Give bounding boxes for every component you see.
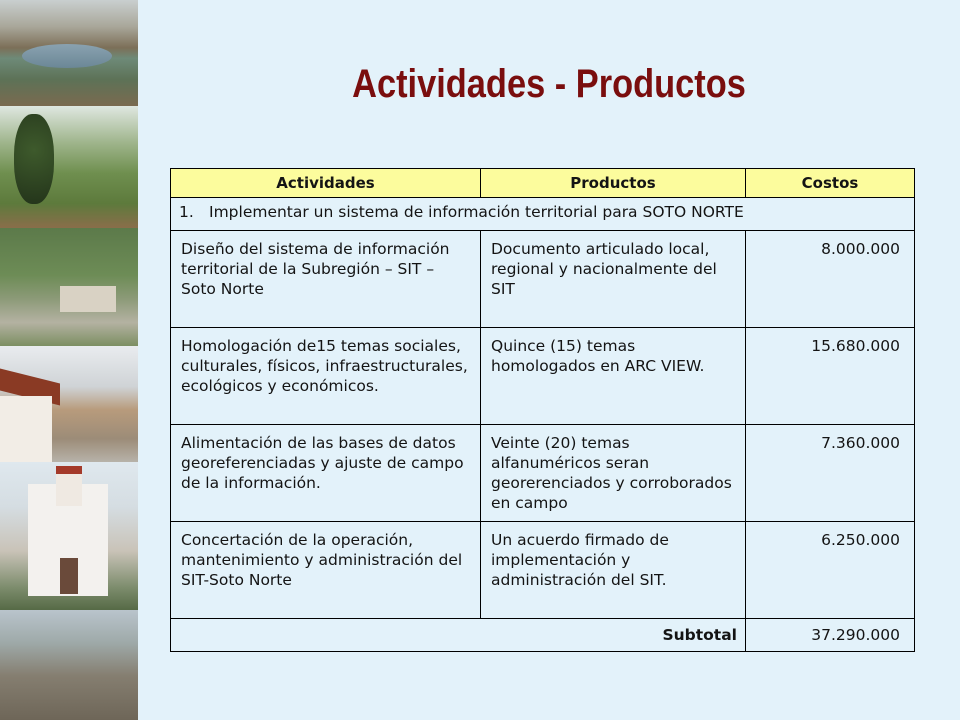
photo-town-valley xyxy=(0,228,138,346)
product-cell: Veinte (20) temas alfanuméricos seran georerenciados y corroborados en campo xyxy=(481,425,746,522)
section-row xyxy=(171,198,915,231)
lake-shape xyxy=(22,44,112,68)
product-cell: Quince (15) temas homologados en ARC VIEW. xyxy=(481,328,746,425)
activity-cell: Homologación de15 temas sociales, culturales, físicos, infraestructurales, ecológicos y económicos. xyxy=(171,328,481,425)
tower-shape xyxy=(56,466,82,506)
table-row xyxy=(171,328,915,425)
subtotal-value: 37.290.000 xyxy=(746,619,915,652)
photo-church xyxy=(0,462,138,610)
table-row xyxy=(171,522,915,619)
section-cell xyxy=(171,198,915,231)
activity-cell: Diseño del sistema de información territorial de la Subregión – SIT – Soto Norte xyxy=(171,231,481,328)
photo-mountain-lake xyxy=(0,0,138,106)
photo-colonial-street xyxy=(0,346,138,462)
section-text: Implementar un sistema de información territorial para SOTO NORTE xyxy=(209,203,744,221)
header-row xyxy=(171,169,915,198)
subtotal-label: Subtotal xyxy=(171,619,746,652)
photo-mountains xyxy=(0,610,138,720)
table-row xyxy=(171,231,915,328)
cost-cell: 6.250.000 xyxy=(746,522,915,619)
table-row xyxy=(171,425,915,522)
activity-cell: Concertación de la operación, mantenimiento y administración del SIT-Soto Norte xyxy=(171,522,481,619)
activities-table xyxy=(170,168,915,652)
activity-cell: Alimentación de las bases de datos georeferenciadas y ajuste de campo de la información. xyxy=(171,425,481,522)
section-number: 1. xyxy=(179,203,194,221)
header-costos: Costos xyxy=(746,169,915,198)
photo-strip xyxy=(0,0,138,720)
tree-shape xyxy=(14,114,54,204)
header-productos: Productos xyxy=(481,169,746,198)
photo-pasture xyxy=(0,106,138,228)
door-shape xyxy=(60,558,78,594)
product-cell: Un acuerdo firmado de implementación y administración del SIT. xyxy=(481,522,746,619)
cost-cell: 7.360.000 xyxy=(746,425,915,522)
page-title: Actividades - Productos xyxy=(352,62,746,106)
cost-cell: 15.680.000 xyxy=(746,328,915,425)
subtotal-row xyxy=(171,619,915,652)
wall-shape xyxy=(0,396,52,462)
header-actividades: Actividades xyxy=(171,169,481,198)
houses-shape xyxy=(60,286,116,312)
product-cell: Documento articulado local, regional y nacionalmente del SIT xyxy=(481,231,746,328)
cost-cell: 8.000.000 xyxy=(746,231,915,328)
